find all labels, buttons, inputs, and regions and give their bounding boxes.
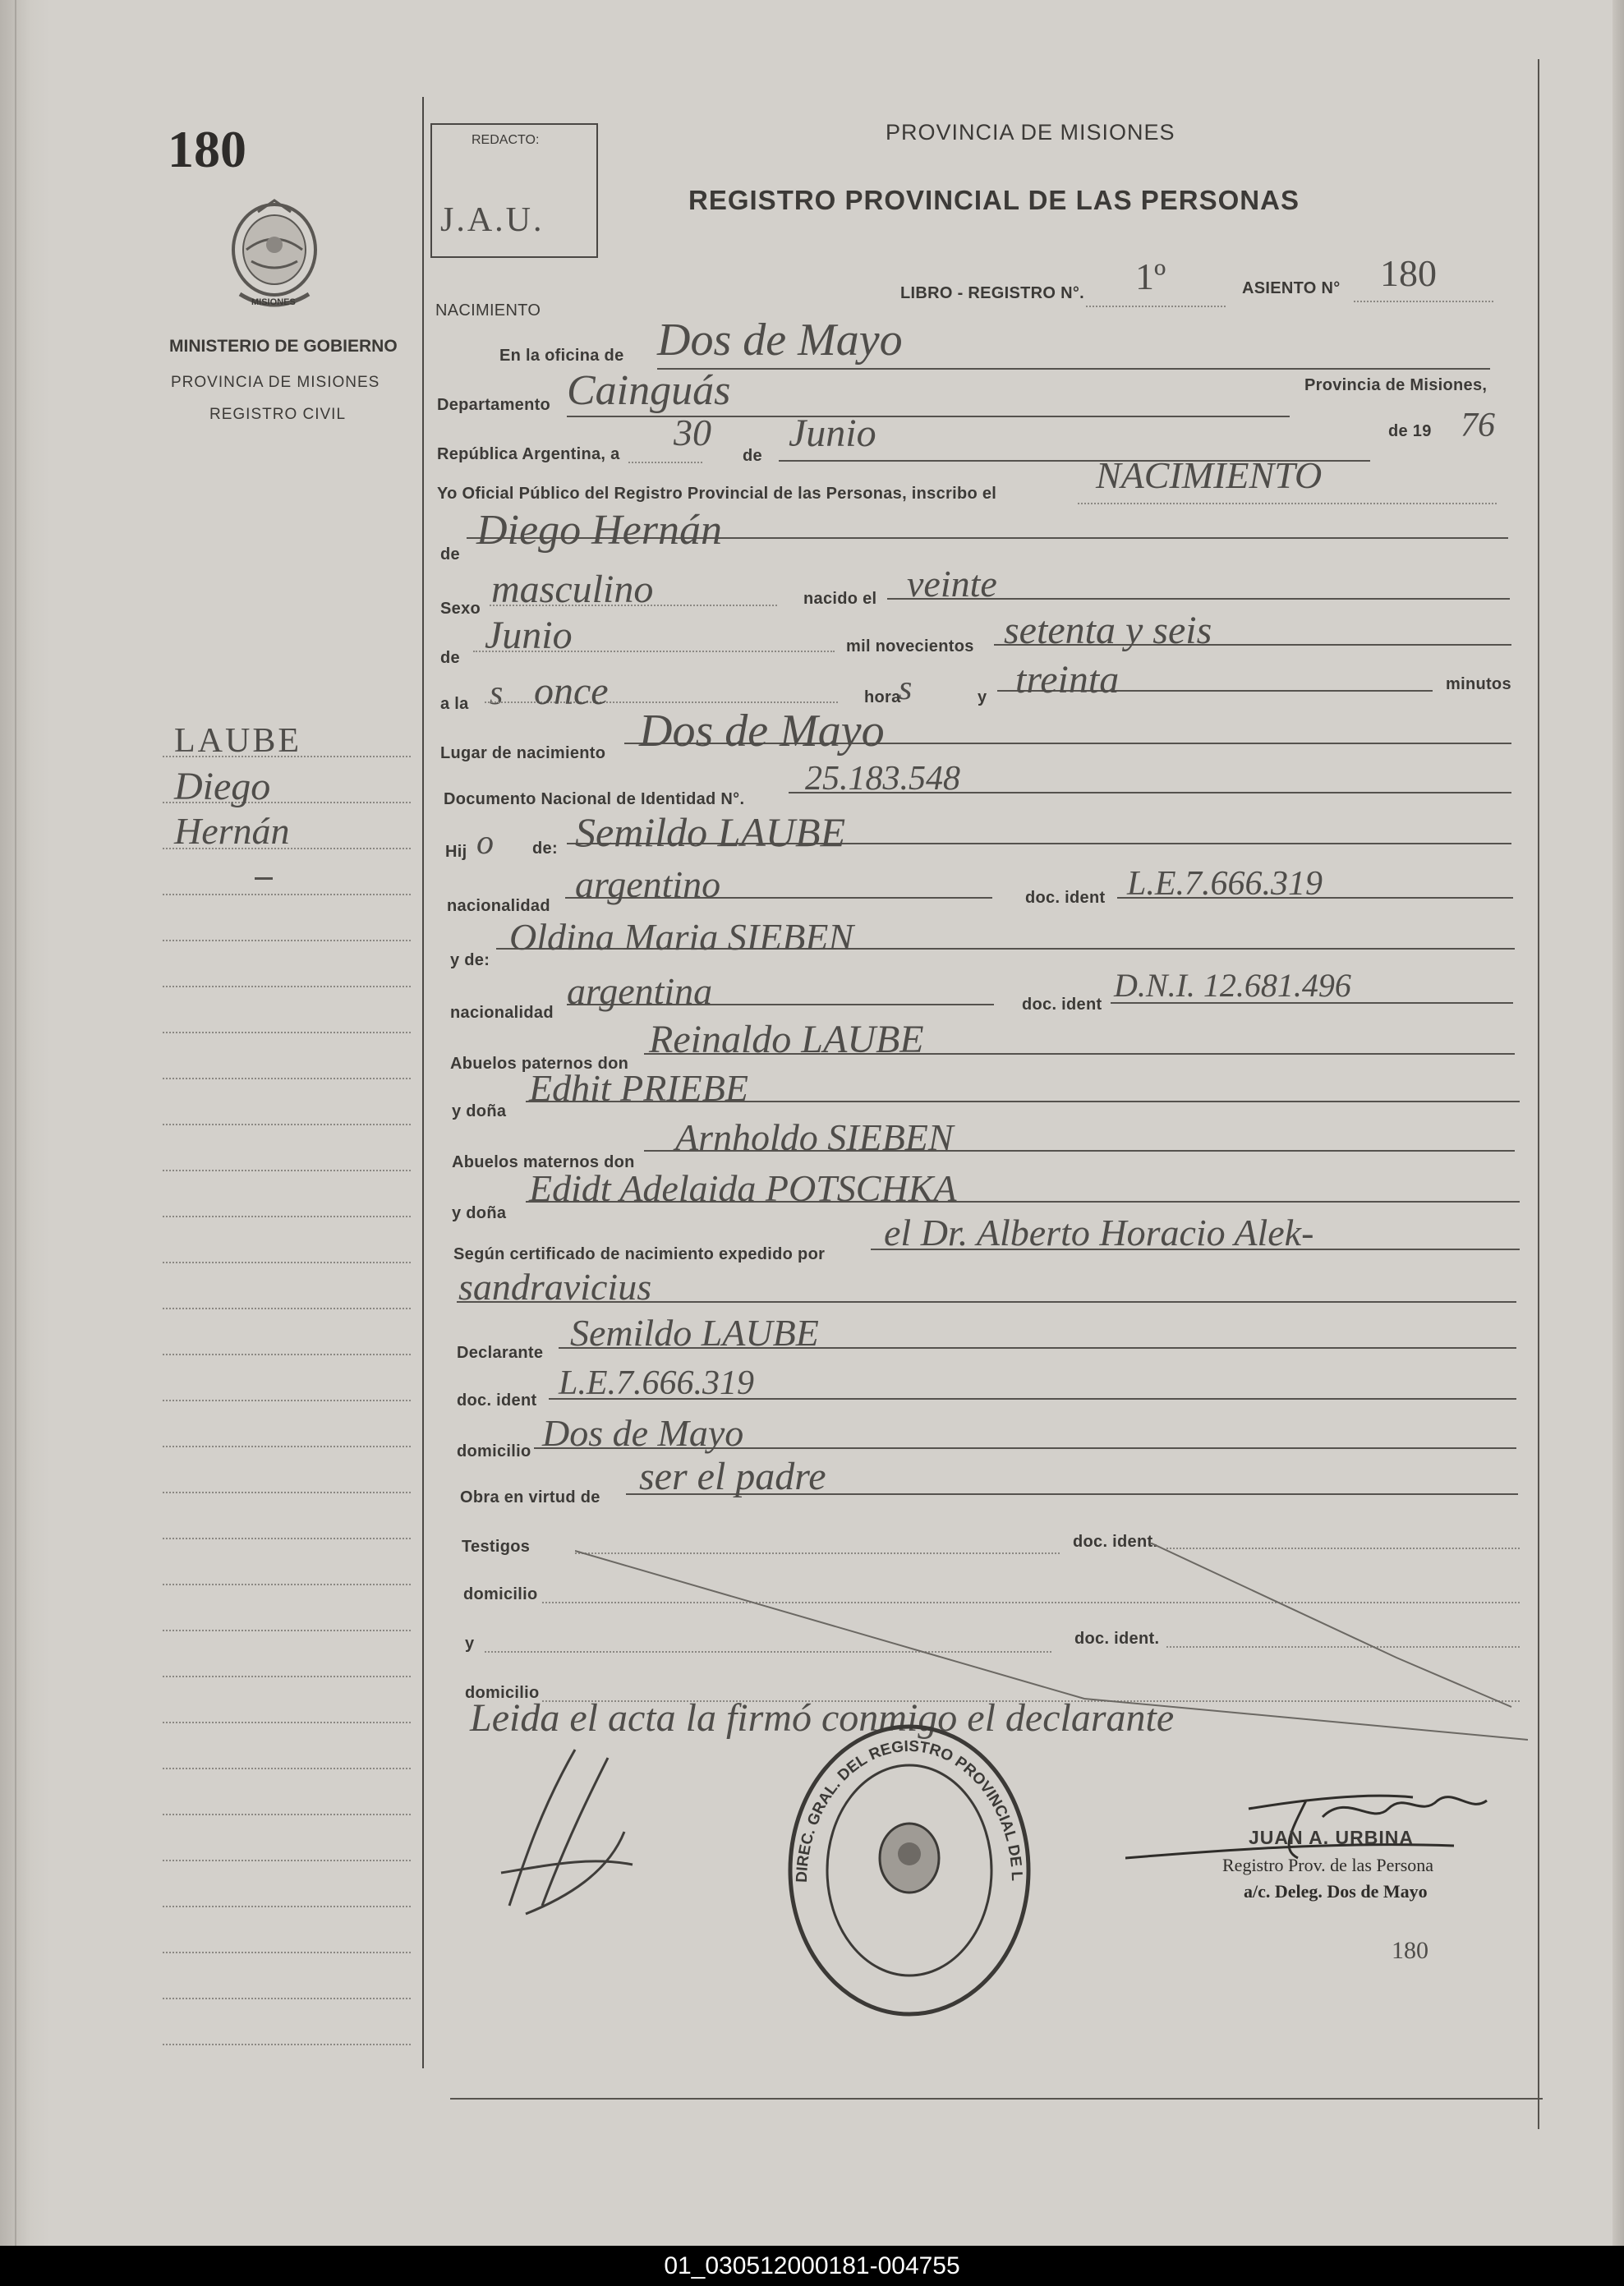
section-label: NACIMIENTO <box>435 301 541 320</box>
alas-label: a la <box>440 695 469 713</box>
lugar-label: Lugar de nacimiento <box>440 744 606 762</box>
bottom-border <box>450 2098 1543 2100</box>
abuelos-paternos-label: Abuelos paternos don <box>450 1055 629 1073</box>
doc4-label: doc. ident. <box>1073 1533 1158 1551</box>
ministry-title: MINISTERIO DE GOBIERNO <box>169 337 398 356</box>
nacido-label: nacido el <box>803 590 877 608</box>
official-name: JUAN A. URBINA <box>1249 1827 1414 1848</box>
emblem-text: MISIONES <box>251 297 296 307</box>
testigos-label: Testigos <box>462 1538 531 1556</box>
domicilio2-label: domicilio <box>463 1585 538 1603</box>
nac2-value: argentina <box>567 970 713 1012</box>
obra-value: ser el padre <box>639 1455 826 1498</box>
padre-value: Semildo LAUBE <box>575 809 846 855</box>
lugar-value: Dos de Mayo <box>639 706 885 757</box>
abuelo-materno-value: Arnholdo SIEBEN <box>675 1116 954 1158</box>
mil-value: setenta y seis <box>1004 609 1212 652</box>
dni-value: 25.183.548 <box>805 760 960 798</box>
declarante-label: Declarante <box>457 1344 544 1362</box>
madre-value: Oldina Maria SIEBEN <box>509 916 854 958</box>
asiento-label: ASIENTO N° <box>1242 279 1341 297</box>
coat-of-arms-emblem <box>222 195 327 319</box>
margin-surname: LAUBE <box>174 722 301 760</box>
doc1-value: L.E.7.666.319 <box>1127 865 1323 903</box>
seal-text: DIREC. GRAL. DEL REGISTRO PROVINCIAL DE L <box>793 1737 1026 1884</box>
libro-value: 1º <box>1135 255 1166 297</box>
sexo-label: Sexo <box>440 600 481 618</box>
declarante-value: Semildo LAUBE <box>570 1312 819 1354</box>
dia-value: 30 <box>674 412 711 453</box>
redacto-value: J.A.U. <box>440 201 545 239</box>
de2-label: de <box>440 649 460 667</box>
certificado-label: Según certificado de nacimiento expedido por <box>453 1245 826 1263</box>
oficina-label: En la oficina de <box>499 347 624 365</box>
doc5-label: doc. ident. <box>1074 1630 1160 1648</box>
official-role: Registro Prov. de las Persona <box>1222 1855 1434 1875</box>
nac1-value: argentino <box>575 863 721 905</box>
hijo-label: Hij <box>445 843 467 861</box>
departamento-label: Departamento <box>437 396 551 414</box>
abuela-paterna-value: Edhit PRIEBE <box>529 1067 748 1109</box>
mes2-value: Junio <box>485 614 573 657</box>
official-office: a/c. Deleg. Dos de Mayo <box>1244 1881 1428 1902</box>
yde-label: y de: <box>450 951 490 969</box>
domicilio-value: Dos de Mayo <box>542 1412 744 1454</box>
inscribo-value: NACIMIENTO <box>1096 454 1323 496</box>
hora-suffix: s <box>899 669 913 707</box>
de-nombre-label: de <box>440 545 460 563</box>
declarant-signature <box>493 1741 649 1934</box>
dona2-label: y doña <box>452 1204 507 1222</box>
doc3-value: L.E.7.666.319 <box>559 1364 755 1402</box>
nacido-value: veinte <box>907 563 997 605</box>
asiento-value: 180 <box>1380 252 1437 294</box>
domicilio-label: domicilio <box>457 1442 531 1460</box>
minutos-value: treinta <box>1015 658 1120 701</box>
nombre-value: Diego Hernán <box>476 507 722 554</box>
de19-label: de 19 <box>1388 422 1432 440</box>
official-seal <box>782 1718 1037 2022</box>
header-title: REGISTRO PROVINCIAL DE LAS PERSONAS <box>688 185 1300 215</box>
abuelos-maternos-label: Abuelos maternos don <box>452 1153 635 1171</box>
mil-label: mil novecientos <box>846 637 974 655</box>
departamento-value: Cainguás <box>567 367 731 414</box>
header-province: PROVINCIA DE MISIONES <box>886 120 1175 145</box>
ministry-province: PROVINCIA DE MISIONES <box>171 374 380 391</box>
image-filename: 01_030512000181-004755 <box>0 2246 1624 2286</box>
doc2-value: D.N.I. 12.681.496 <box>1114 967 1351 1004</box>
obra-label: Obra en virtud de <box>460 1488 600 1506</box>
libro-label: LIBRO - REGISTRO N°. <box>900 284 1084 302</box>
page-edge <box>1612 0 1624 2246</box>
dona1-label: y doña <box>452 1102 507 1120</box>
abuela-materna-value: Edidt Adelaida POTSCHKA <box>529 1167 957 1209</box>
alas-suffix: s <box>490 674 504 712</box>
doc1-label: doc. ident <box>1025 889 1106 907</box>
oficina-value: Dos de Mayo <box>657 315 903 366</box>
certificado-value-1: el Dr. Alberto Horacio Alek- <box>884 1212 1314 1253</box>
margin-name-1: Diego <box>174 765 271 808</box>
ministry-registry: REGISTRO CIVIL <box>209 406 347 423</box>
certificado-value-2: sandravicius <box>458 1266 652 1308</box>
doc2-label: doc. ident <box>1022 996 1102 1014</box>
de-label: de <box>743 447 762 465</box>
dni-label: Documento Nacional de Identidad N°. <box>444 790 745 808</box>
margin-name-2: Hernán <box>174 810 290 852</box>
nac1-label: nacionalidad <box>447 897 550 915</box>
republica-label: República Argentina, a <box>437 445 620 463</box>
sexo-value: masculino <box>491 568 654 611</box>
y-label: y <box>978 688 987 706</box>
hijo-suffix: o <box>476 824 494 862</box>
hora-label: hora <box>864 688 901 706</box>
nac2-label: nacionalidad <box>450 1004 554 1022</box>
anio-value: 76 <box>1461 407 1495 444</box>
book-binding <box>0 0 51 2246</box>
hora-value: once <box>534 669 609 713</box>
doc3-label: doc. ident <box>457 1391 537 1410</box>
oficial-label: Yo Oficial Público del Registro Provincial de las Personas, inscribo el <box>437 485 997 503</box>
provincia-label: Provincia de Misiones, <box>1304 376 1488 394</box>
abuelo-paterno-value: Reinaldo LAUBE <box>649 1018 924 1061</box>
domicilio3-label: domicilio <box>465 1684 540 1702</box>
leida-value: Leida el acta la firmó conmigo el declarante <box>470 1696 1175 1740</box>
page-mark: 180 <box>1392 1937 1428 1964</box>
margin-dash <box>255 877 273 880</box>
y3-label: y <box>465 1635 475 1653</box>
redacto-box <box>430 123 598 258</box>
right-border <box>1538 59 1539 2129</box>
mes-value: Junio <box>789 412 876 455</box>
column-divider <box>422 97 424 2068</box>
minutos-label: minutos <box>1446 675 1511 693</box>
hijo-de-label: de: <box>532 839 558 858</box>
page-number: 180 <box>168 120 246 178</box>
redacto-label: REDACTO: <box>472 133 540 147</box>
